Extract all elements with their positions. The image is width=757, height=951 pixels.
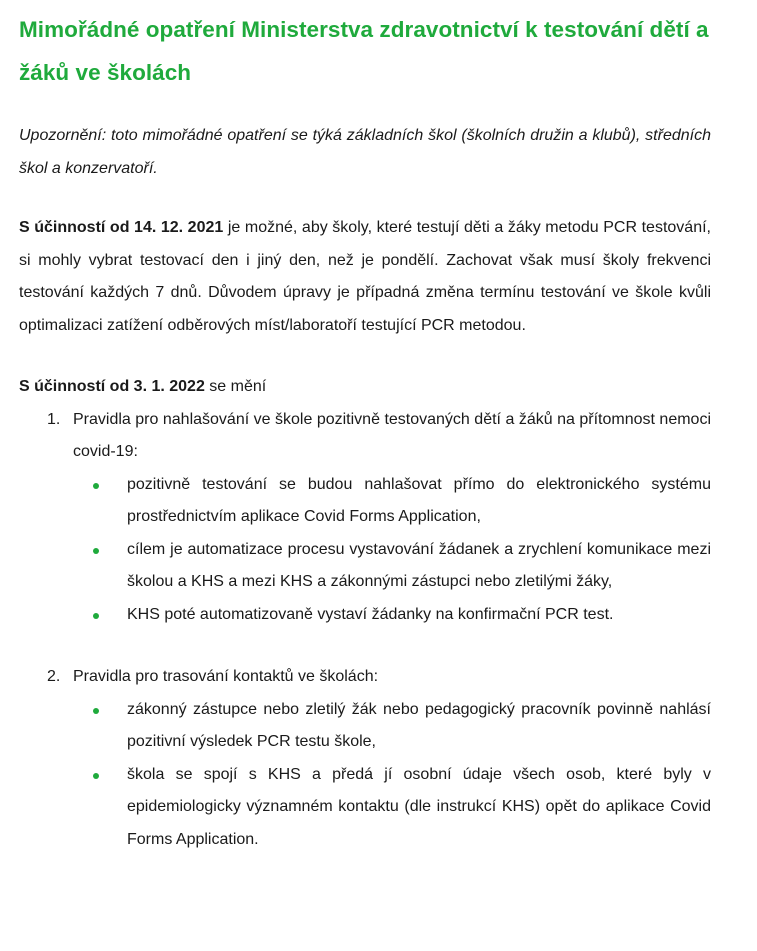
paragraph-body: se mění [204, 378, 267, 395]
bullet-icon [93, 548, 99, 554]
bullet-item [73, 469, 711, 534]
bullet-list [73, 694, 711, 857]
paragraph-body: je možné, aby školy, které testují děti a žáky metodu PCR testování, si mohly vybrat testovací den i jiný den, než je pondělí. Zachovat však musí školy frekvenci testování každých 7 dnů. Důvodem úpravy je případná změna termínu testování ve škole kvůli optimalizaci zatížení odběrových míst/laboratoří testující PCR metodou. [19, 219, 711, 334]
bullet-text: cílem je automatizace procesu vystavování žádanek a zrychlení komunikace mezi školou a KHS a mezi KHS a zákonnými zástupci nebo zletilými žáky, [127, 540, 711, 590]
paragraph-date-bold: S účinností od 3. 1. 2022 [19, 378, 205, 395]
paragraph-effective-dec-2021 [19, 212, 711, 342]
bullet-item [73, 599, 711, 632]
list-item-text: Pravidla pro nahlašování ve škole pozitivně testovaných dětí a žáků na přítomnost nemoci covid-19: [73, 410, 711, 460]
bullet-icon [93, 483, 99, 489]
notice-text: Upozornění: toto mimořádné opatření se týká základních škol (školních družin a klubů), středních škol a konzervatoří. [19, 127, 711, 177]
paragraph-date-bold: S účinností od 14. 12. 2021 [19, 219, 224, 236]
list-item-text: Pravidla pro trasování kontaktů ve školách: [73, 668, 379, 685]
list-number: 1. [47, 410, 61, 428]
bullet-item [73, 759, 711, 857]
bullet-icon [93, 708, 99, 714]
bullet-item [73, 534, 711, 599]
bullet-icon [93, 613, 99, 619]
page-title: Mimořádné opatření Ministerstva zdravotnictví k testování dětí a žáků ve školách [19, 17, 709, 85]
bullet-list [73, 469, 711, 632]
bullet-text: KHS poté automatizovaně vystaví žádanky na konfirmační PCR test. [127, 605, 614, 623]
bullet-icon [93, 773, 99, 779]
bullet-text: zákonný zástupce nebo zletilý žák nebo pedagogický pracovník povinně nahlásí pozitivní výsledek PCR testu škole, [127, 700, 711, 750]
bullet-text: pozitivně testování se budou nahlašovat přímo do elektronického systému prostřednictvím aplikace Covid Forms Application, [127, 475, 711, 525]
list-item-1 [19, 404, 711, 632]
list-item-2 [19, 661, 711, 856]
bullet-text: škola se spojí s KHS a předá jí osobní údaje všech osob, které byly v epidemiologicky významném kontaktu (dle instrukcí KHS) opět do aplikace Covid Forms Application. [127, 765, 711, 848]
list-number: 2. [47, 668, 61, 685]
paragraph-effective-jan-2022 [19, 371, 711, 404]
bullet-item [73, 694, 711, 759]
numbered-list [19, 404, 711, 857]
